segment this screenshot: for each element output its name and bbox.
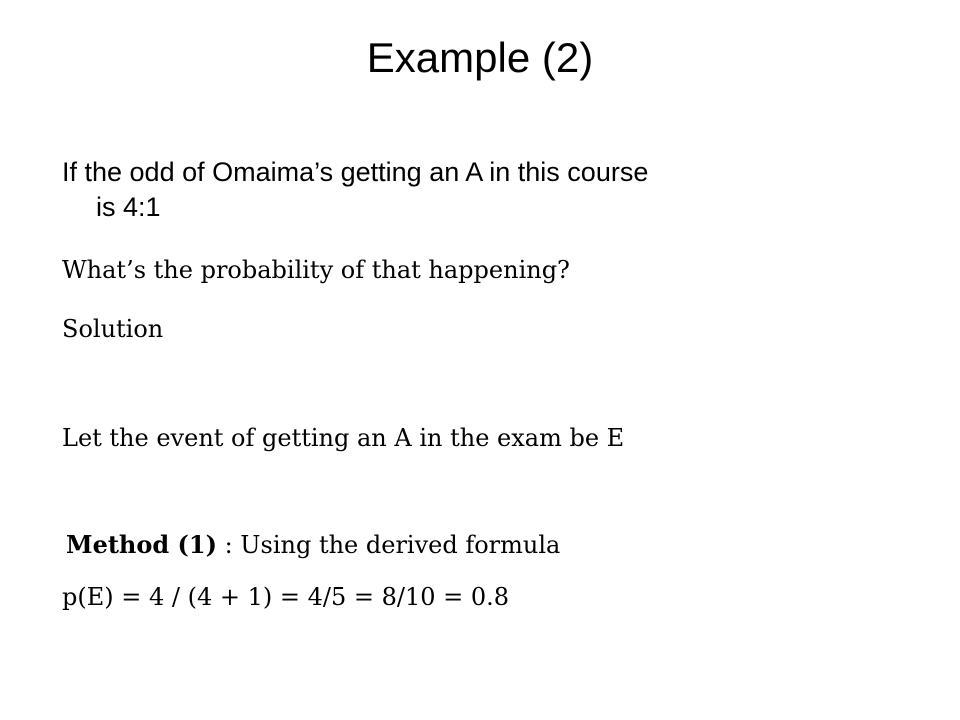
question-line-1: If the odd of Omaima’s getting an A in this course	[62, 157, 649, 187]
slide-title: Example (2)	[366, 34, 594, 81]
probability-prompt: What’s the probability of that happening?	[62, 256, 570, 284]
solution-label: Solution	[62, 315, 164, 343]
method-description: : Using the derived formula	[216, 531, 561, 559]
formula-line: p(E) = 4 / (4 + 1) = 4/5 = 8/10 = 0.8	[62, 583, 510, 611]
question-line-2: is 4:1	[96, 192, 161, 222]
event-definition: Let the event of getting an A in the exam be E	[62, 424, 625, 452]
method-label: Method (1)	[66, 530, 217, 559]
method-line	[66, 528, 560, 562]
